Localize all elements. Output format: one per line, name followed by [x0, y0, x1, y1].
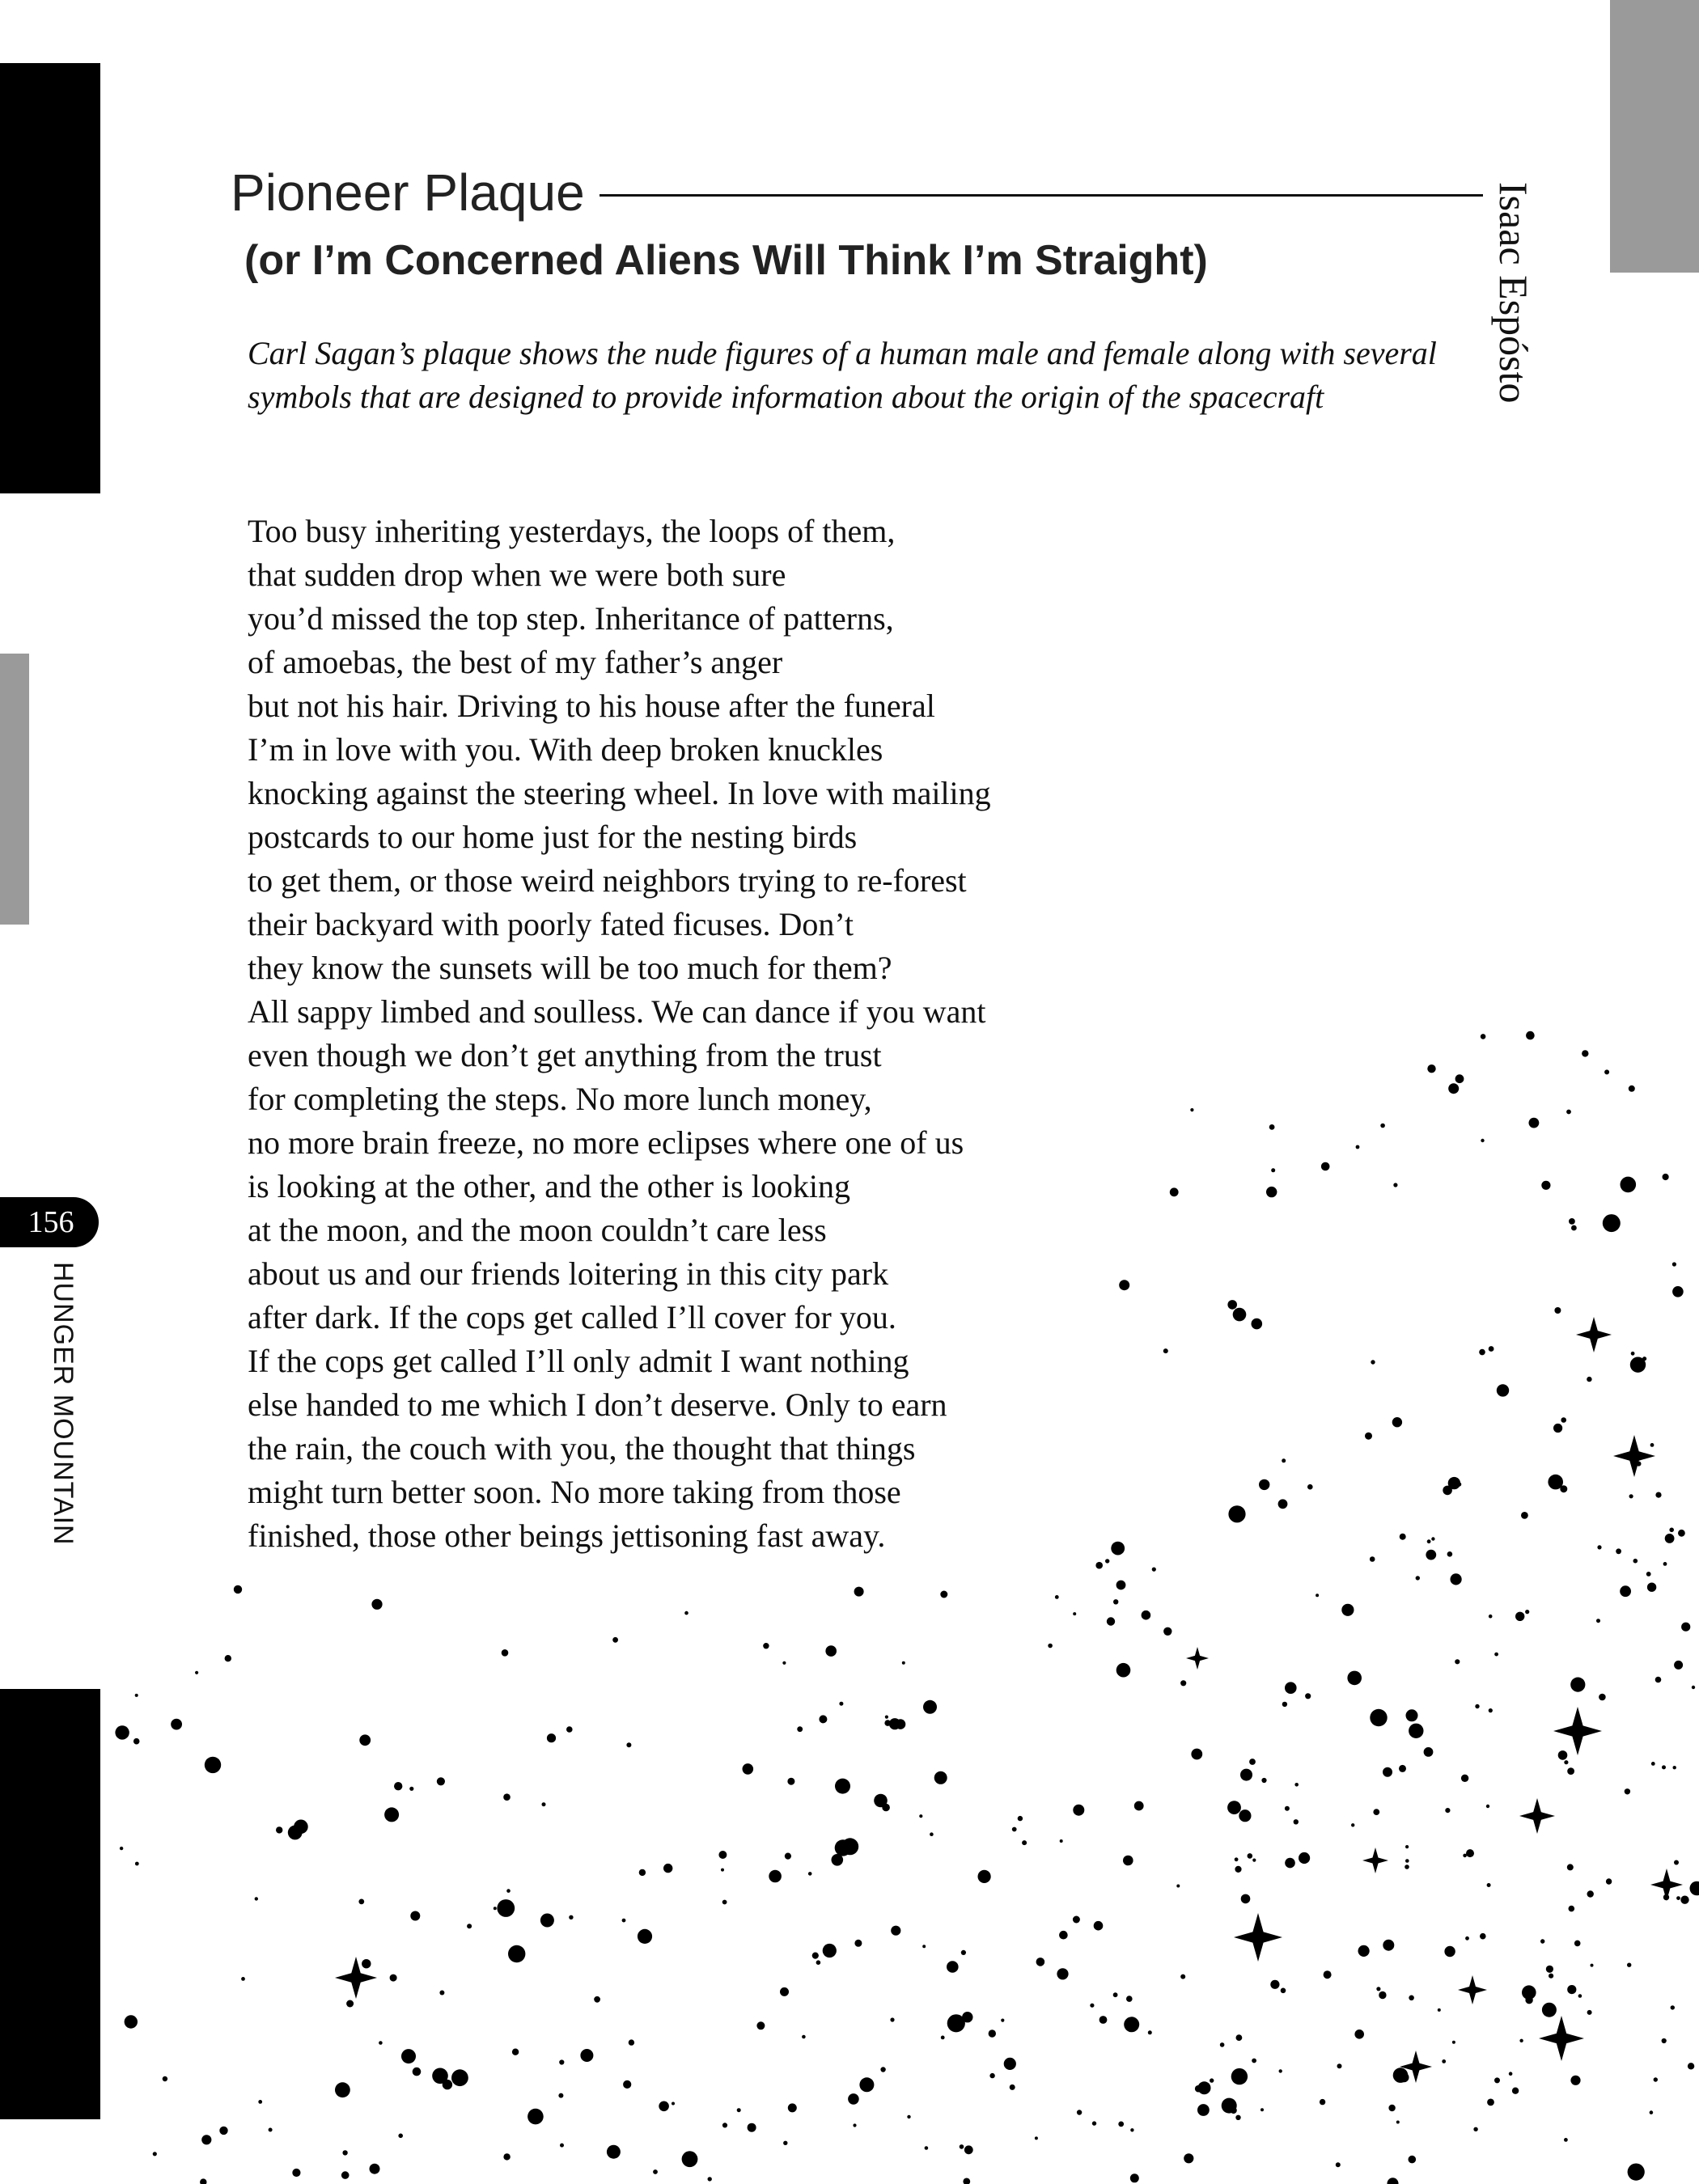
poem-line: knocking against the steering wheel. In love with mailing: [248, 775, 991, 811]
poem-line: but not his hair. Driving to his house after the funeral: [248, 688, 935, 724]
section-tab-mid-left: [0, 654, 29, 925]
poem-line: that sudden drop when we were both sure: [248, 557, 786, 593]
poem-line: you’d missed the top step. Inheritance of patterns,: [248, 600, 894, 637]
section-tab-top-left: [0, 63, 100, 493]
journal-name: HUNGER MOUNTAIN: [48, 1262, 78, 1546]
title-row: [231, 160, 1483, 225]
poem-line: All sappy limbed and soulless. We can dance if you want: [248, 993, 986, 1030]
section-tab-top-right: [1610, 0, 1699, 273]
poem-line: no more brain freeze, no more eclipses where one of us: [248, 1124, 964, 1161]
poem-body: [248, 510, 1218, 1558]
poem-title: Pioneer Plaque: [231, 163, 585, 222]
poem-line: their backyard with poorly fated ficuses. Don’t: [248, 906, 854, 942]
poem-line: finished, those other beings jettisoning fast away.: [248, 1517, 886, 1554]
poem-line: the rain, the couch with you, the thought that things: [248, 1430, 916, 1467]
poem-line: even though we don’t get anything from the trust: [248, 1037, 882, 1073]
poem-line: after dark. If the cops get called I’ll cover for you.: [248, 1299, 896, 1335]
poem-line: Too busy inheriting yesterdays, the loops of them,: [248, 513, 896, 549]
poem-line: else handed to me which I don’t deserve. Only to earn: [248, 1386, 947, 1423]
poem-line: of amoebas, the best of my father’s anger: [248, 644, 783, 680]
epigraph: Carl Sagan’s plaque shows the nude figures of a human male and female along with several symbols that are designed to provide information about the origin of the spacecraft: [248, 335, 1437, 415]
page-number: 156: [0, 1197, 99, 1247]
poem-line: at the moon, and the moon couldn’t care less: [248, 1212, 827, 1248]
poem-line: might turn better soon. No more taking from those: [248, 1474, 901, 1510]
section-tab-bottom-left: [0, 1689, 100, 2119]
author-name: Isaac Espósto: [1491, 182, 1536, 404]
poem-line: postcards to our home just for the nesting birds: [248, 819, 858, 855]
title-rule: [600, 194, 1483, 197]
poem-line: about us and our friends loitering in this city park: [248, 1255, 889, 1292]
poem-line: is looking at the other, and the other is looking: [248, 1168, 850, 1204]
poem-line: to get them, or those weird neighbors trying to re-forest: [248, 862, 967, 899]
poem-line: for completing the steps. No more lunch money,: [248, 1081, 872, 1117]
poem-line: If the cops get called I’ll only admit I want nothing: [248, 1343, 909, 1379]
poem-line: they know the sunsets will be too much for them?: [248, 950, 892, 986]
poem-line: I’m in love with you. With deep broken knuckles: [248, 731, 883, 768]
poem-subtitle: (or I’m Concerned Aliens Will Think I’m Straight): [244, 237, 1208, 284]
